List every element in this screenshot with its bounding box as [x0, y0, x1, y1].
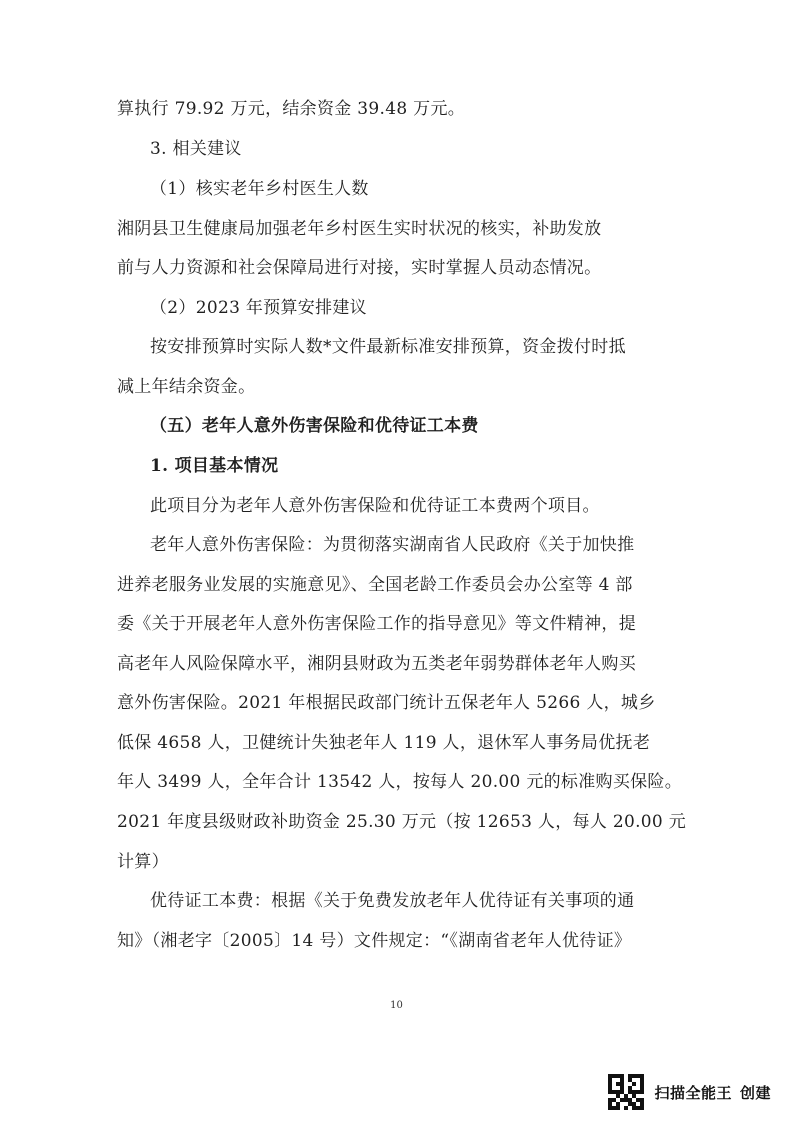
subheading: （1）核实老年乡村医生人数: [150, 179, 369, 199]
paragraph-line: 高老年人风险保障水平，湘阴县财政为五类老年弱势群体老年人购买: [117, 654, 636, 674]
paragraph-line: 减上年结余资金。: [117, 377, 256, 397]
paragraph-line: 计算）: [117, 852, 169, 872]
paragraph-line: 前与人力资源和社会保障局进行对接，实时掌握人员动态情况。: [117, 258, 602, 278]
paragraph-line: 委《关于开展老年人意外伤害保险工作的指导意见》等文件精神，提: [117, 614, 636, 634]
paragraph-line: 湘阴县卫生健康局加强老年乡村医生实时状况的核实，补助发放: [117, 219, 602, 239]
paragraph-line: 低保 4658 人，卫健统计失独老年人 119 人，退休军人事务局优抚老: [117, 733, 651, 753]
paragraph-line: 此项目分为老年人意外伤害保险和优待证工本费两个项目。: [150, 496, 600, 516]
paragraph-line: 2021 年度县级财政补助资金 25.30 万元（按 12653 人，每人 20.00 元: [117, 812, 687, 832]
paragraph-line: 按安排预算时实际人数*文件最新标准安排预算，资金拨付时抵: [150, 337, 626, 357]
paragraph-line: 知》（湘老字〔2005〕14 号）文件规定：“《湖南省老年人优待证》: [117, 931, 632, 951]
qr-code-icon: [608, 1074, 644, 1110]
watermark-action: 创建: [739, 1083, 771, 1102]
watermark-text: [654, 1082, 771, 1103]
section-heading: 3. 相关建议: [150, 139, 242, 159]
section-heading: 1. 项目基本情况: [150, 456, 279, 476]
paragraph-line: 算执行 79.92 万元，结余资金 39.48 万元。: [117, 99, 466, 119]
section-heading: （五）老年人意外伤害保险和优待证工本费: [150, 416, 479, 436]
paragraph-line: 老年人意外伤害保险：为贯彻落实湖南省人民政府《关于加快推: [150, 535, 635, 555]
paragraph-line: 进养老服务业发展的实施意见》、全国老龄工作委员会办公室等 4 部: [117, 575, 633, 595]
paragraph-line: 优待证工本费：根据《关于免费发放老年人优待证有关事项的通: [150, 891, 635, 911]
page-number: 10: [390, 1000, 403, 1011]
paragraph-line: 意外伤害保险。2021 年根据民政部门统计五保老年人 5266 人，城乡: [117, 693, 656, 713]
paragraph-line: 年人 3499 人，全年合计 13542 人，按每人 20.00 元的标准购买保险。: [117, 772, 683, 792]
scanner-watermark: [608, 1072, 771, 1112]
watermark-brand: 扫描全能王: [654, 1083, 732, 1102]
subheading: （2）2023 年预算安排建议: [150, 298, 367, 318]
